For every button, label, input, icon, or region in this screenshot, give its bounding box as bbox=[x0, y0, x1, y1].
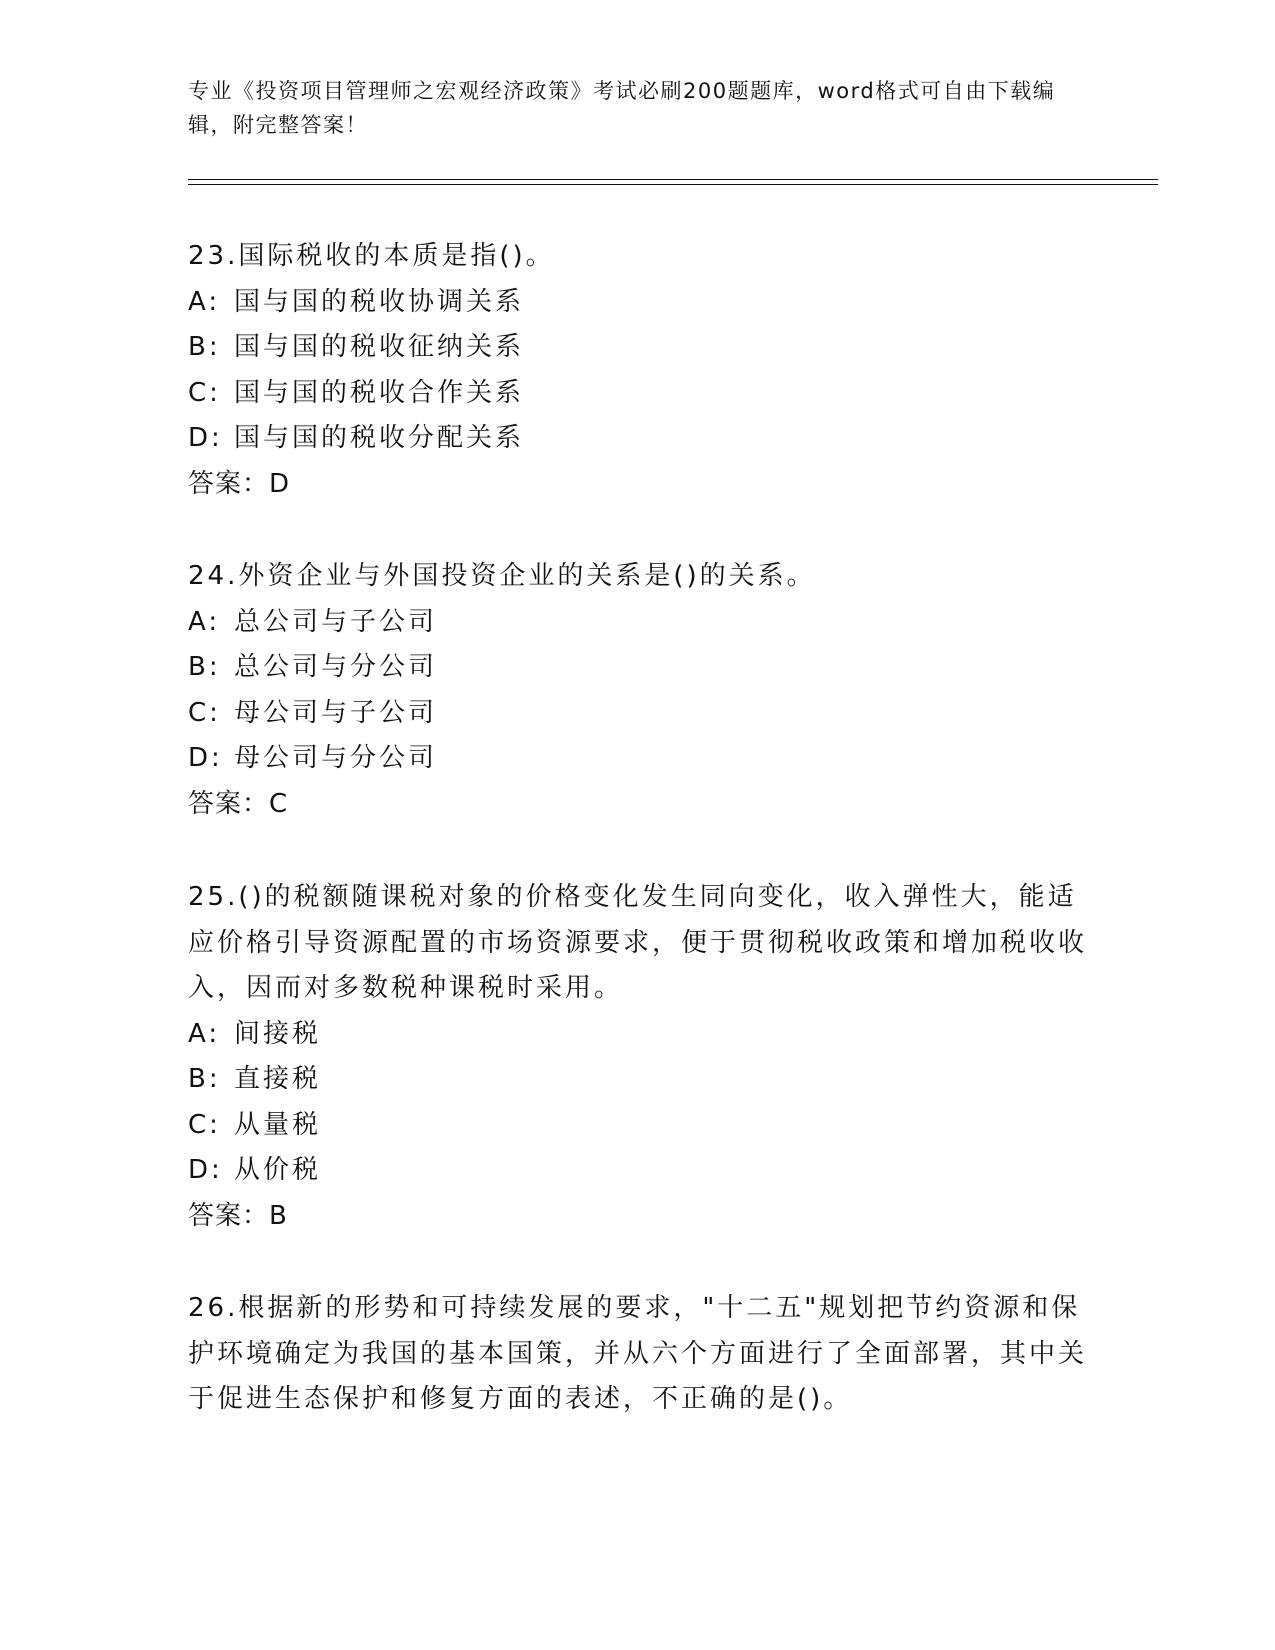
option-a bbox=[188, 600, 1088, 646]
option-key: B: bbox=[188, 652, 221, 682]
answer: 答案：C bbox=[188, 788, 289, 819]
option-key: A: bbox=[188, 606, 221, 637]
header-divider-second bbox=[188, 184, 1158, 185]
option-b bbox=[188, 645, 1088, 691]
option-key: C: bbox=[188, 1109, 221, 1140]
document-header: 专业《投资项目管理师之宏观经济政策》考试必刷200题题库，word格式可自由下载编辑，附完整答案！ bbox=[188, 79, 1056, 137]
header-divider bbox=[188, 179, 1158, 180]
option-text: 总公司与子公司 bbox=[234, 606, 438, 637]
option-text: 国与国的税收协调关系 bbox=[234, 286, 525, 317]
answer: 答案：B bbox=[188, 1200, 288, 1231]
question-stem: 23.国际税收的本质是指()。 bbox=[188, 241, 555, 271]
option-key: A: bbox=[188, 1018, 221, 1049]
option-text: 国与国的税收征纳关系 bbox=[234, 332, 525, 362]
option-text: 国与国的税收合作关系 bbox=[234, 377, 525, 408]
option-key: D: bbox=[188, 1155, 223, 1185]
question-23 bbox=[188, 234, 1088, 507]
option-text: 国与国的税收分配关系 bbox=[234, 423, 525, 453]
option-b bbox=[188, 1057, 1088, 1103]
option-a bbox=[188, 280, 1088, 326]
option-c bbox=[188, 371, 1088, 417]
question-24 bbox=[188, 554, 1088, 827]
option-text: 从量税 bbox=[234, 1109, 322, 1140]
option-key: D: bbox=[188, 423, 223, 453]
option-key: C: bbox=[188, 377, 221, 408]
question-26 bbox=[188, 1286, 1088, 1423]
question-stem: 24.外资企业与外国投资企业的关系是()的关系。 bbox=[188, 561, 816, 591]
option-text: 总公司与分公司 bbox=[234, 652, 438, 682]
answer: 答案：D bbox=[188, 468, 291, 499]
option-c bbox=[188, 691, 1088, 737]
option-key: A: bbox=[188, 286, 221, 317]
option-key: B: bbox=[188, 1064, 221, 1094]
option-key: C: bbox=[188, 697, 221, 728]
option-d bbox=[188, 1148, 1088, 1194]
option-c bbox=[188, 1103, 1088, 1149]
question-stem: 26.根据新的形势和可持续发展的要求，"十二五"规划把节约资源和保护环境确定为我国的基本国策，并从六个方面进行了全面部署，其中关于促进生态保护和修复方面的表述，不正确的是()。 bbox=[188, 1293, 1088, 1414]
option-a bbox=[188, 1012, 1088, 1058]
question-stem: 25.()的税额随课税对象的价格变化发生同向变化，收入弹性大，能适应价格引导资源配置的市场资源要求，便于贯彻税收政策和增加税收收入，因而对多数税种课税时采用。 bbox=[188, 882, 1088, 1003]
question-25 bbox=[188, 875, 1088, 1239]
option-text: 间接税 bbox=[234, 1018, 322, 1049]
option-text: 从价税 bbox=[234, 1155, 322, 1185]
option-d bbox=[188, 416, 1088, 462]
option-text: 直接税 bbox=[234, 1064, 322, 1094]
option-d bbox=[188, 736, 1088, 782]
option-b bbox=[188, 325, 1088, 371]
option-key: D: bbox=[188, 743, 223, 773]
option-key: B: bbox=[188, 332, 221, 362]
option-text: 母公司与分公司 bbox=[234, 743, 438, 773]
option-text: 母公司与子公司 bbox=[234, 697, 438, 728]
